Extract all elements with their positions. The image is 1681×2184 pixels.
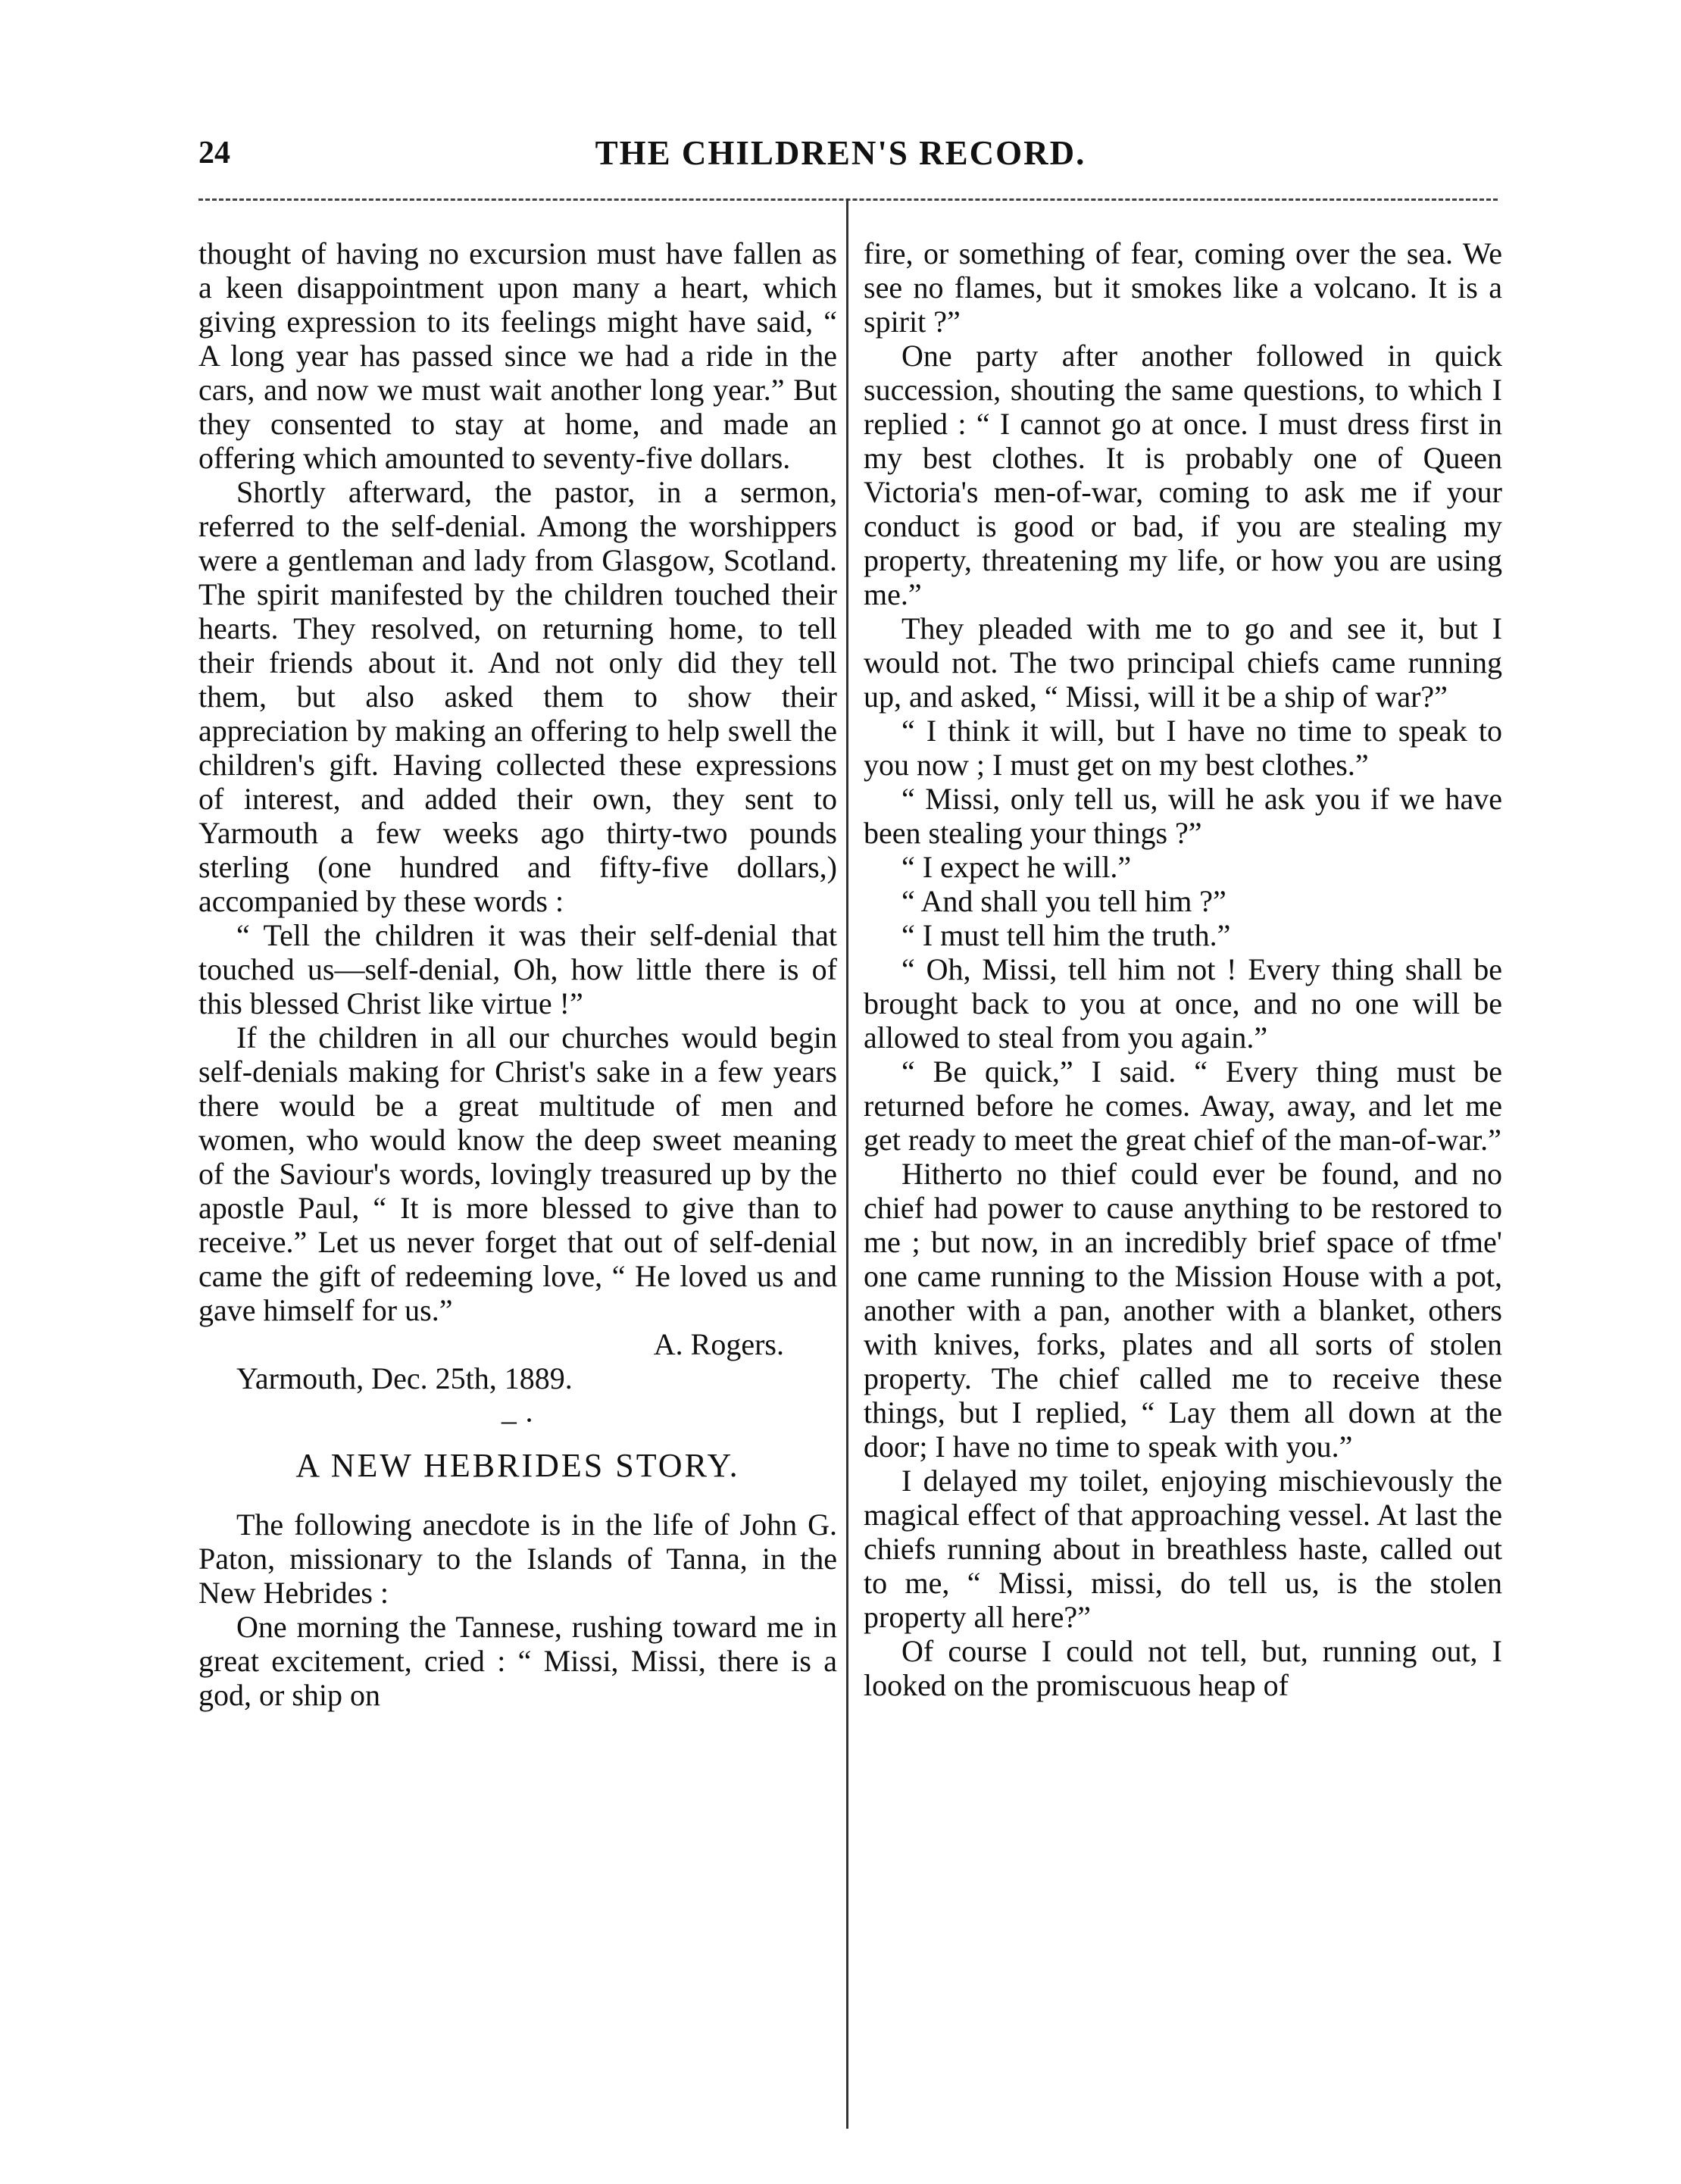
left-column [198,236,837,1712]
paragraph: “ I think it will, but I have no time to speak to you now ; I must get on my best clothes.” [864,714,1502,782]
dateline: Yarmouth, Dec. 25th, 1889. [236,1361,573,1395]
paragraph: “ I expect he will.” [901,850,1132,884]
paragraph: Of course I could not tell, but, running out, I looked on the promiscuous heap of [864,1634,1502,1702]
paragraph: “ I must tell him the truth.” [901,918,1231,952]
article-heading: A NEW HEBRIDES STORY. [295,1447,740,1484]
paragraph: thought of having no excursion must have fallen as a keen disappointment upon many a heart, which giving expression to its feelings might have said, “ A long year has passed since we had a ride in the cars, and now we must wait another long year.” But they consented to stay at home, and made an offering which amounted to seventy-five dollars. [198,236,837,475]
paragraph: “ Be quick,” I said. “ Every thing must be returned before he comes. Away, away, and let me get ready to meet the great chief of the man-of-war.” [864,1055,1502,1157]
running-title: THE CHILDREN'S RECORD. [595,134,1086,172]
paragraph: “ Oh, Missi, tell him not ! Every thing shall be brought back to you at once, and no one will be allowed to steal from you again.” [864,952,1502,1055]
paragraph: If the children in all our churches would begin self-denials making for Christ's sake in a few years there would be a great multitude of men and women, who would know the deep sweet meaning of the Saviour's words, lovingly treasured up by the apostle Paul, “ It is more blessed to give than to receive.” Let us never forget that out of self-denial came the gift of redeeming love, “ He loved us and gave himself for us.” [198,1020,837,1327]
paragraph: One party after another followed in quick succession, shouting the same questions, to which I replied : “ I cannot go at once. I must dress first in my best clothes. It is probably one of Queen Victoria's men-of-war, coming to ask me if your conduct is good or bad, if you are stealing my property, threatening my life, or how you are using me.” [864,339,1502,611]
paragraph: fire, or something of fear, coming over the sea. We see no flames, but it smokes like a volcano. It is a spirit ?” [864,236,1502,339]
paragraph: One morning the Tannese, rushing toward me in great excitement, cried : “ Missi, Missi, there is a god, or ship on [198,1610,837,1712]
paragraph: The following anecdote is in the life of John G. Paton, missionary to the Islands of Tanna, in the New Hebrides : [198,1508,837,1610]
page-number: 24 [198,136,230,170]
section-separator: – · [501,1403,535,1437]
paragraph: “ Tell the children it was their self-denial that touched us—self-denial, Oh, how little there is of this blessed Christ like virtue !” [198,918,837,1020]
paragraph: They pleaded with me to go and see it, but I would not. The two principal chiefs came running up, and asked, “ Missi, will it be a ship of war?” [864,611,1502,714]
paragraph: Shortly afterward, the pastor, in a sermon, referred to the self-denial. Among the worshippers were a gentleman and lady from Glasgow, Scotland. The spirit manifested by the children touched their hearts. They resolved, on returning home, to tell their friends about it. And not only did they tell them, but also asked them to show their appreciation by making an offering to help swell the children's gift. Having collected these expressions of interest, and added their own, they sent to Yarmouth a few weeks ago thirty-two pounds sterling (one hundred and fifty-five dollars,) accompanied by these words : [198,475,837,918]
signature: A. Rogers. [653,1327,784,1361]
column-divider [846,198,848,2129]
paragraph: I delayed my toilet, enjoying mischievously the magical effect of that approaching vessel. At last the chiefs running about in breathless haste, called out to me, “ Missi, missi, do tell us, is the stolen property all here?” [864,1464,1502,1634]
paragraph: Hitherto no thief could ever be found, and no chief had power to cause anything to be restored to me ; but now, in an incredibly brief space of tfme' one came running to the Mission House with a pot, another with a pan, another with a blanket, others with knives, forks, plates and all sorts of stolen property. The chief called me to receive these things, but I replied, “ Lay them all down at the door; I have no time to speak with you.” [864,1157,1502,1464]
paragraph: “ And shall you tell him ?” [901,884,1226,918]
paragraph: “ Missi, only tell us, will he ask you if we have been stealing your things ?” [864,782,1502,850]
right-column [864,236,1502,1702]
